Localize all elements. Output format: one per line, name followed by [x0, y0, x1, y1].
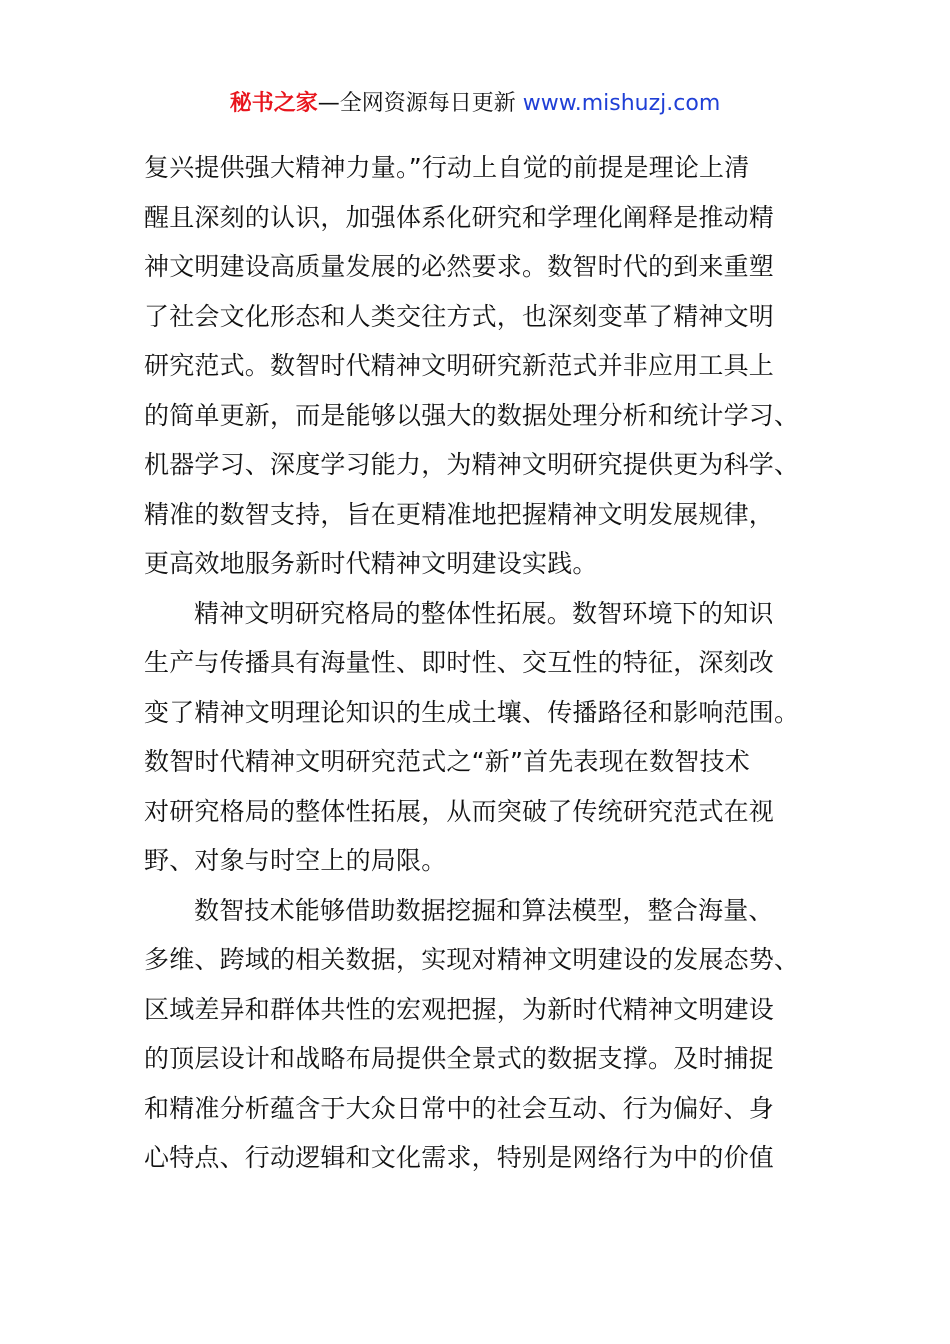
text-line: 的顶层设计和战略布局提供全景式的数据支撑。及时捕捉	[144, 1044, 775, 1073]
text-line: 数智时代精神文明研究范式之“新”首先表现在数智技术	[144, 747, 750, 776]
text-line: 精神文明研究格局的整体性拓展。数智环境下的知识	[194, 598, 774, 628]
text-line: 数智技术能够借助数据挖掘和算法模型，整合海量、	[194, 895, 774, 925]
text-line: 研究范式。数智时代精神文明研究新范式并非应用工具上	[144, 351, 775, 380]
document-body	[144, 143, 800, 1183]
text-line: 生产与传播具有海量性、即时性、交互性的特征，深刻改	[144, 648, 775, 677]
text-line: 多维、跨域的相关数据，实现对精神文明建设的发展态势、	[144, 945, 800, 974]
text-line: 的简单更新，而是能够以强大的数据处理分析和统计学习、	[144, 400, 800, 430]
site-url-link[interactable]: www.mishuzj.com	[522, 91, 721, 116]
text-line: 机器学习、深度学习能力，为精神文明研究提供更为科学、	[144, 450, 800, 479]
text-line: 醒且深刻的认识，加强体系化研究和学理化阐释是推动精	[144, 202, 775, 232]
site-tagline: —全网资源每日更新	[317, 91, 523, 116]
text-line: 神文明建设高质量发展的必然要求。数智时代的到来重塑	[144, 252, 775, 281]
text-line: 精准的数智支持，旨在更精准地把握精神文明发展规律，	[144, 499, 775, 529]
page-header	[0, 86, 950, 122]
text-line: 更高效地服务新时代精神文明建设实践。	[144, 549, 598, 578]
text-line: 野、对象与时空上的局限。	[144, 846, 447, 875]
text-line: 了社会文化形态和人类交往方式，也深刻变革了精神文明	[144, 301, 775, 331]
text-line: 心特点、行动逻辑和文化需求，特别是网络行为中的价值	[144, 1143, 775, 1172]
site-brand: 秘书之家	[229, 91, 318, 116]
text-line: 对研究格局的整体性拓展，从而突破了传统研究范式在视	[144, 796, 775, 826]
text-line: 和精准分析蕴含于大众日常中的社会互动、行为偏好、身	[144, 1093, 775, 1123]
text-line: 变了精神文明理论知识的生成土壤、传播路径和影响范围。	[144, 697, 800, 727]
text-line: 区域差异和群体共性的宏观把握，为新时代精神文明建设	[144, 994, 775, 1024]
text-line: 复兴提供强大精神力量。”行动上自觉的前提是理论上清	[144, 153, 750, 182]
